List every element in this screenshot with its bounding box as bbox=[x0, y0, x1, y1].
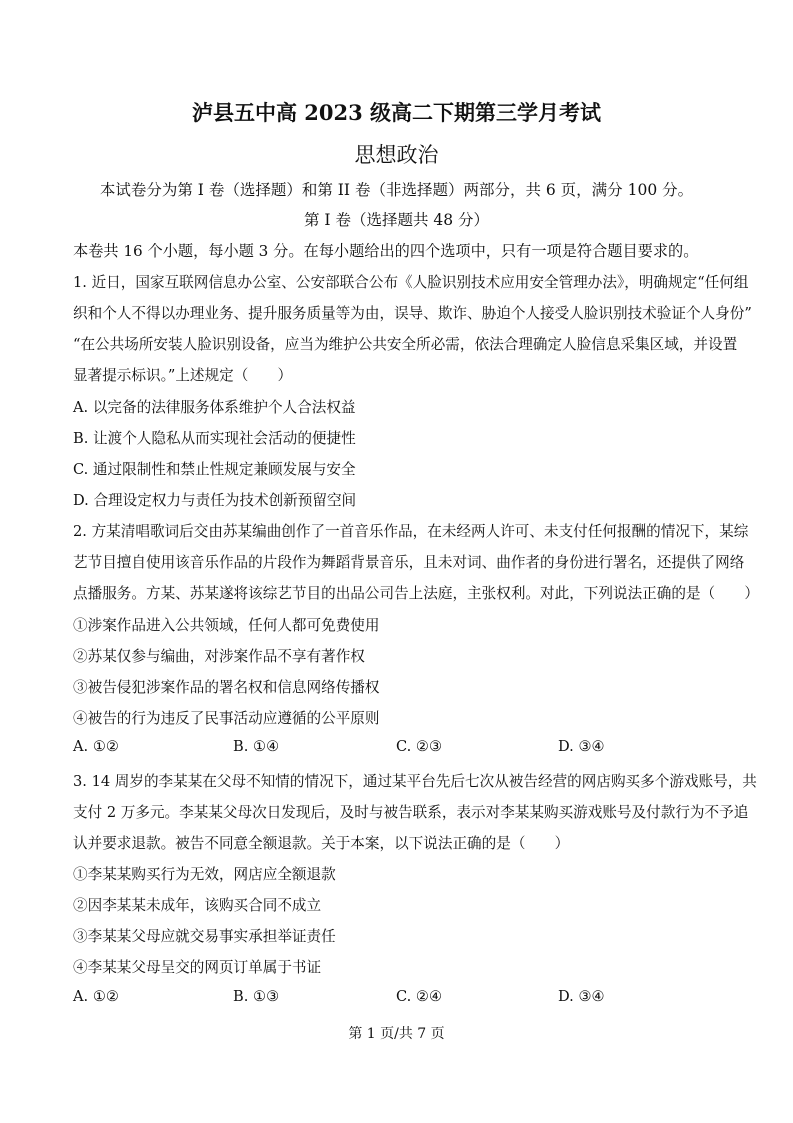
q2-line-1: 2. 方某清唱歌词后交由苏某编曲创作了一首音乐作品，在未经两人许可、未支付任何报酬的情况下，某综 bbox=[73, 523, 749, 540]
q3-choice-d: D. ③④ bbox=[558, 988, 605, 1005]
q3-line-1: 3. 14 周岁的李某某在父母不知情的情况下，通过某平台先后七次从被告经营的网店购买多个游戏账号，共 bbox=[73, 773, 757, 790]
q2-statement-3: ③被告侵犯涉案作品的署名权和信息网络传播权 bbox=[73, 679, 380, 696]
q1-option-d: D. 合理设定权力与责任为技术创新预留空间 bbox=[73, 492, 357, 509]
exam-intro: 本试卷分为第 I 卷（选择题）和第 II 卷（非选择题）两部分，共 6 页，满分 100 分。 bbox=[99, 181, 694, 199]
subject-title: 思想政治 bbox=[354, 143, 439, 167]
q3-statement-4: ④李某某父母呈交的网页订单属于书证 bbox=[73, 959, 322, 976]
section-title: 第 I 卷（选择题共 48 分） bbox=[303, 211, 490, 229]
q2-statement-1: ①涉案作品进入公共领域，任何人都可免费使用 bbox=[73, 617, 380, 634]
instructions: 本卷共 16 个小题，每小题 3 分。在每小题给出的四个选项中，只有一项是符合题目要求的。 bbox=[73, 242, 699, 260]
exam-title: 泸县五中高 2023 级高二下期第三学月考试 bbox=[191, 100, 602, 125]
q1-line-3: “在公共场所安装人脸识别设备，应当为维护公共安全所必需，依法合理确定人脸信息采集区域，并设置 bbox=[73, 336, 738, 353]
q2-choice-d: D. ③④ bbox=[558, 738, 605, 755]
q1-option-a: A. 以完备的法律服务体系维护个人合法权益 bbox=[73, 399, 356, 416]
page-number: 第 1 页/共 7 页 bbox=[348, 1026, 445, 1042]
q3-choice-c: C. ②④ bbox=[396, 988, 443, 1005]
q2-line-2: 艺节目擅自使用该音乐作品的片段作为舞蹈背景音乐，且未对词、曲作者的身份进行署名，还提供了网络 bbox=[73, 554, 745, 571]
q1-line-1: 1. 近日，国家互联网信息办公室、公安部联合公布《人脸识别技术应用安全管理办法》，明确规定“任何组 bbox=[73, 274, 749, 291]
q2-statement-4: ④被告的行为违反了民事活动应遵循的公平原则 bbox=[73, 710, 380, 727]
q1-line-4: 显著提示标识。”上述规定（ ） bbox=[73, 367, 293, 384]
q3-choice-b: B. ①③ bbox=[233, 988, 280, 1005]
q3-choice-a: A. ①② bbox=[73, 988, 119, 1005]
q2-statement-2: ②苏某仅参与编曲，对涉案作品不享有著作权 bbox=[73, 648, 365, 665]
q3-line-3: 认并要求退款。被告不同意全额退款。关于本案，以下说法正确的是（ ） bbox=[73, 835, 570, 852]
q1-option-b: B. 让渡个人隐私从而实现社会活动的便捷性 bbox=[73, 430, 356, 447]
q1-option-c: C. 通过限制性和禁止性规定兼顾发展与安全 bbox=[73, 461, 356, 478]
q2-choice-b: B. ①④ bbox=[233, 738, 280, 755]
q3-statement-2: ②因李某某未成年，该购买合同不成立 bbox=[73, 897, 322, 914]
q3-statement-1: ①李某某购买行为无效，网店应全额退款 bbox=[73, 866, 336, 883]
q1-line-2: 织和个人不得以办理业务、提升服务质量等为由，误导、欺诈、胁迫个人接受人脸识别技术验证个人身份” bbox=[73, 305, 752, 322]
q2-line-3: 点播服务。方某、苏某遂将该综艺节目的出品公司告上法庭，主张权利。对此，下列说法正确的是（ ） bbox=[73, 585, 759, 602]
q2-choice-c: C. ②③ bbox=[396, 738, 443, 755]
q3-statement-3: ③李某某父母应就交易事实承担举证责任 bbox=[73, 928, 336, 945]
q2-choice-a: A. ①② bbox=[73, 738, 119, 755]
q3-line-2: 支付 2 万多元。李某某父母次日发现后，及时与被告联系，表示对李某某购买游戏账号及付款行为不予追 bbox=[73, 804, 749, 821]
